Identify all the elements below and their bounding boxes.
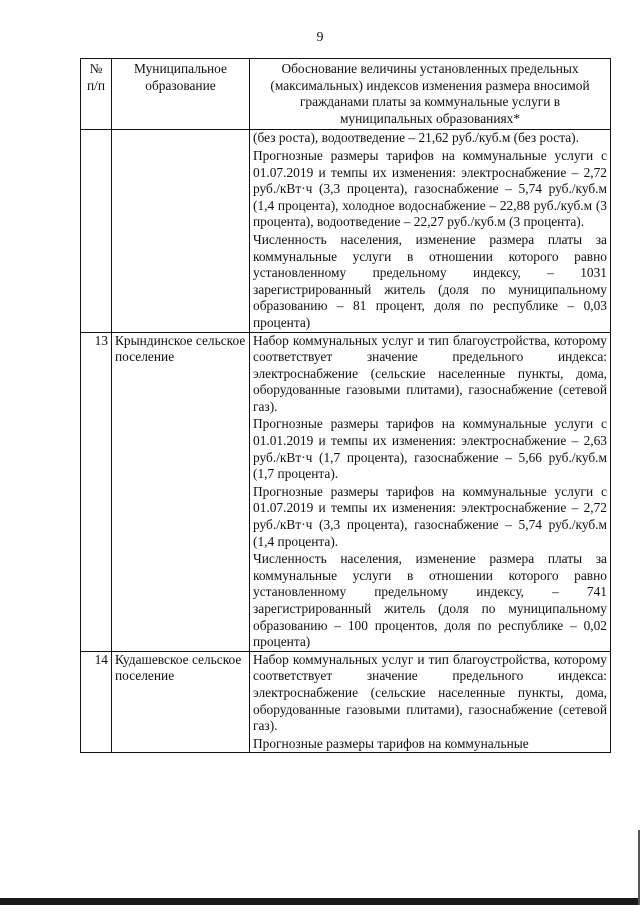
row-municipality: Крындинское сельское поселение <box>112 332 250 651</box>
page-number: 9 <box>316 30 324 45</box>
table-body <box>81 130 611 753</box>
justification-paragraph: Прогнозные размеры тарифов на коммунальные <box>253 735 529 751</box>
justification-paragraph: Прогнозные размеры тарифов на коммунальные услуги с 01.07.2019 и темпы их изменения: электроснабжение – 2,72 руб./кВт·ч (3,3 процента), газоснабжение – 5,74 руб./куб.м (1,4 процента), холодное водоснабжение – 22,88 руб./куб.м (3 процента), водоотведение – 22,27 руб./куб.м (3 процента). <box>253 147 607 230</box>
row-number: 14 <box>81 651 112 753</box>
row-municipality <box>112 130 250 332</box>
row-number <box>81 130 112 332</box>
justification-paragraph: Численность населения, изменение размера платы за коммунальные услуги в отношении которого равно установленному предельному индексу, – 1031 зарегистрированный житель (доля по муниципальному образованию – 81 процент, доля по республике – 0,03 процента) <box>253 231 607 330</box>
row-justification <box>250 651 611 753</box>
justification-paragraph: (без роста), водоотведение – 21,62 руб./куб.м (без роста). <box>253 130 579 146</box>
header-municipality: Муниципальное образование <box>112 59 250 130</box>
justification-paragraph: Прогнозные размеры тарифов на коммунальные услуги с 01.07.2019 и темпы их изменения: электроснабжение – 2,72 руб./кВт·ч (3,3 процента), газоснабжение – 5,74 руб./куб.м (1,4 процента). <box>253 483 607 549</box>
scan-bottom-edge <box>0 898 640 905</box>
table-row <box>81 130 611 332</box>
header-justification: Обоснование величины установленных предельных (максимальных) индексов изменения размера вносимой гражданами платы за коммунальные услуги в муниципальных образованиях* <box>250 59 611 130</box>
tariff-table <box>80 58 611 753</box>
justification-paragraph: Прогнозные размеры тарифов на коммунальные услуги с 01.01.2019 и темпы их изменения: электроснабжение – 2,63 руб./кВт·ч (1,7 процента), газоснабжение – 5,66 руб./куб.м (1,7 процента). <box>253 416 607 482</box>
justification-paragraph: Набор коммунальных услуг и тип благоустройства, которому соответствует значение предельного индекса: электроснабжение (сельские населенные пункты, дома, оборудованные газовыми плитами), газоснабжение (сетевой газ). <box>253 332 607 414</box>
header-number: № п/п <box>81 59 112 130</box>
row-justification <box>250 130 611 332</box>
row-justification <box>250 332 611 651</box>
table-row <box>81 651 611 753</box>
justification-paragraph: Численность населения, изменение размера платы за коммунальные услуги в отношении которого равно установленному предельному индексу, – 741 зарегистрированный житель (доля по муниципальному образованию – 100 процентов, доля по республике – 0,02 процента) <box>253 551 607 650</box>
row-number: 13 <box>81 332 112 651</box>
table-row <box>81 332 611 651</box>
table-header-row <box>81 59 611 130</box>
justification-paragraph: Набор коммунальных услуг и тип благоустройства, которому соответствует значение предельного индекса: электроснабжение (сельские населенные пункты, дома, оборудованные газовыми плитами), газоснабжение (сетевой газ). <box>253 651 607 734</box>
row-municipality: Кудашевское сельское поселение <box>112 651 250 753</box>
